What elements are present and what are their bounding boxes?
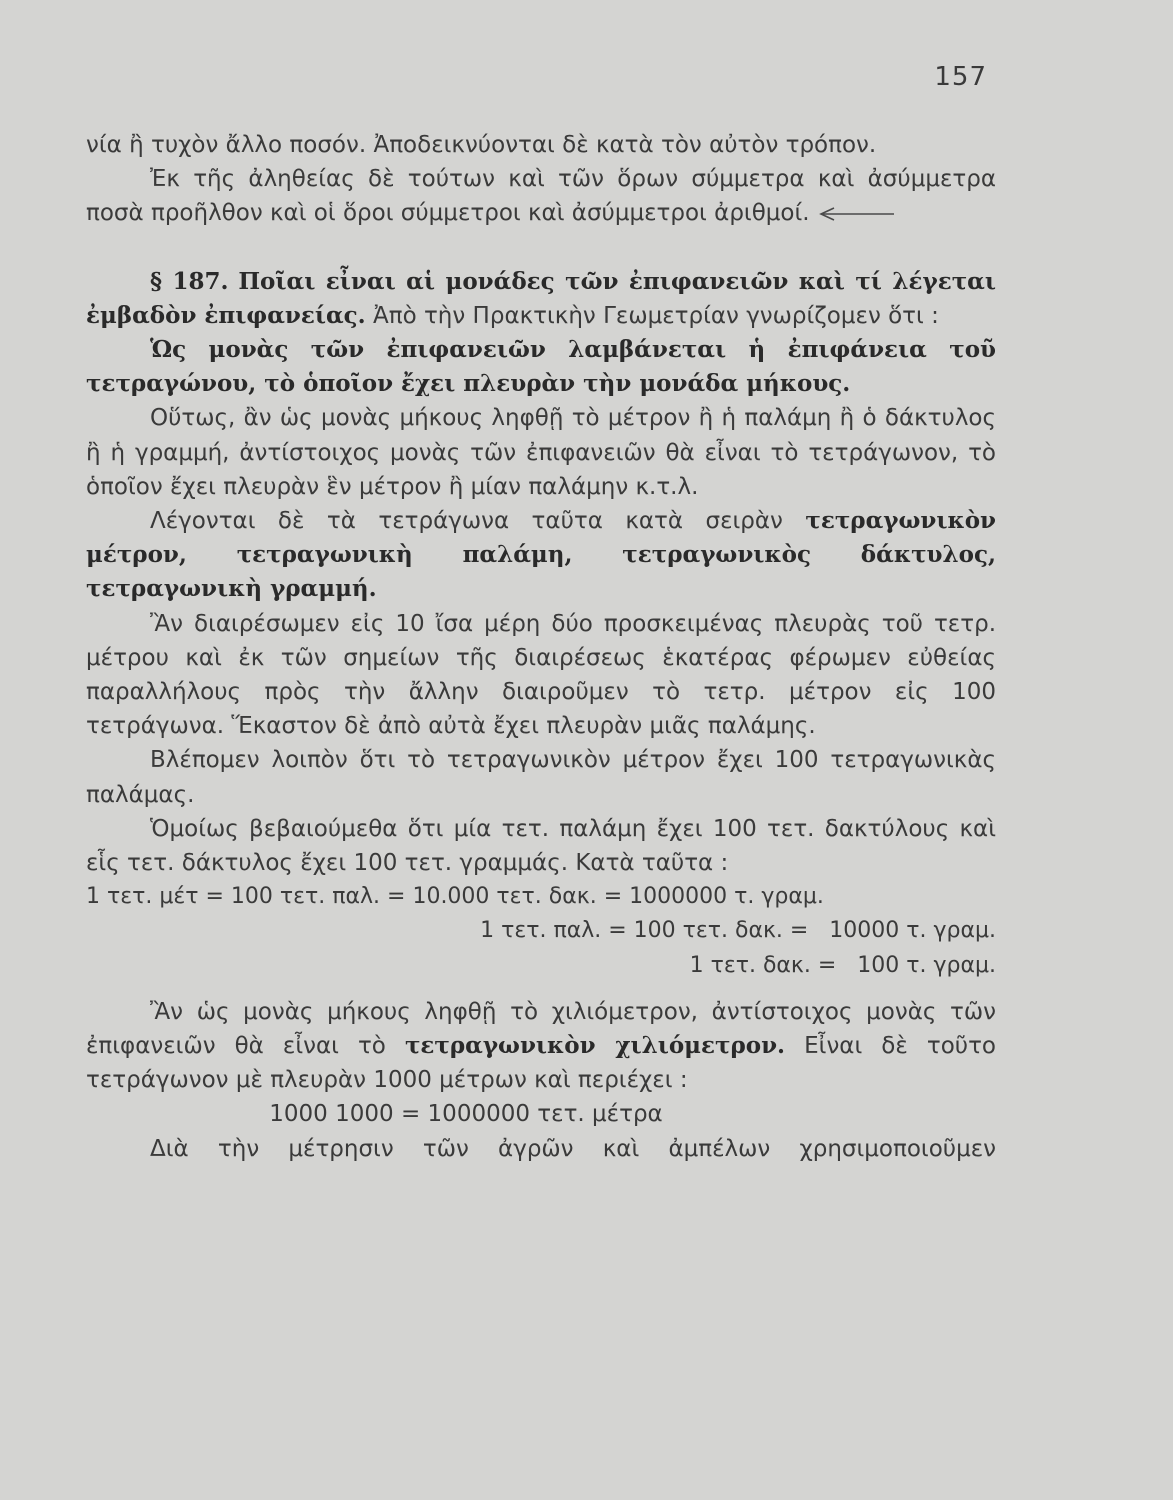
conversion-text: 1 τετ. μέτ = 100 τετ. παλ. = 10.000 τετ. δακ. = 1000000 τ. γραμ. <box>86 884 824 910</box>
paragraph-text: Βλέπομεν λοιπὸν ὅτι τὸ τετραγωνικὸν μέτρον ἔχει 100 τετραγωνικὰς παλάμας. <box>86 747 996 808</box>
paragraph-text: Διὰ τὴν μέτρησιν τῶν ἀγρῶν καὶ ἀμπέλων χρησιμοποιοῦμεν <box>150 1135 996 1162</box>
section-intro: Ἀπὸ τὴν Πρακτικὴν Γεωμετρίαν γνωρίζομεν ὅτι : <box>373 302 939 329</box>
paragraph-conclusion <box>86 743 996 811</box>
paragraph-division <box>86 607 996 744</box>
conversion-line-1 <box>86 880 996 914</box>
km-equation <box>86 1097 996 1131</box>
paragraph-text: Ἂν διαιρέσωμεν εἰς 10 ἴσα μέρη δύο προσκειμένας πλευρὰς τοῦ τετρ. μέτρου καὶ ἐκ τῶν σημείων τῆς διαιρέσεως ἑκατέρας φέρωμεν εὐθείας παραλλήλους πρὸς τὴν ἄλλην διαιροῦμεν τὸ τετρ. μέτρον εἰς 100 τετράγωνα. Ἕκαστον δὲ ἀπὸ αὐτὰ ἔχει πλευρὰν μιᾶς παλάμης. <box>86 610 996 740</box>
page-body <box>86 128 996 1166</box>
paragraph-text: Ὁμοίως βεβαιούμεθα ὅτι μία τετ. παλάμη ἔχει 100 τετ. δακτύλους καὶ εἷς τετ. δάκτυλος ἔχει 100 τετ. γραμμάς. Κατὰ ταῦτα : <box>86 815 996 877</box>
paragraph-text: Εἶναι δὲ τοῦτο τετράγωνον μὲ πλευρὰν 1000 μέτρων καὶ περιέχει : <box>86 1033 996 1094</box>
section-187 <box>86 265 996 333</box>
conversion-text: 1 τετ. παλ. = 100 τετ. δακ. = 10000 τ. γραμ. <box>480 918 996 944</box>
section-number: § 187. <box>150 267 229 295</box>
paragraph-names <box>86 504 996 607</box>
paragraph-text: νία ἢ τυχὸν ἄλλο ποσόν. Ἀποδεικνύονται δὲ κατὰ τὸν αὐτὸν τρόπον. <box>86 132 877 158</box>
section-title: Ποῖαι εἶναι αἱ μονάδες τῶν ἐπιφανειῶν καὶ τί λέγεται ἐμβαδὸν ἐπιφανείας. <box>86 267 996 329</box>
equation-text: 1000 1000 = 1000000 τετ. μέτρα <box>269 1101 663 1128</box>
conversion-line-2 <box>86 914 996 948</box>
paragraph-symmetric <box>86 162 996 230</box>
unit-names: τετραγωνικὸν μέτρον, τετραγωνικὴ παλάμη, τετραγωνικὸς δάκτυλος, τετραγωνικὴ γραμμή. <box>86 507 996 603</box>
paragraph-text: Οὕτως, ἂν ὡς μονὰς μήκους ληφθῇ τὸ μέτρον ἢ ἡ παλάμη ἢ ὁ δάκτυλος ἢ ἡ γραμμή, ἀντίστοιχος μονὰς τῶν ἐπιφανειῶν θὰ εἶναι τὸ τετράγωνον, τὸ ὁποῖον ἔχει πλευρὰν ἓν μέτρον ἢ μίαν παλάμην κ.τ.λ. <box>86 405 996 500</box>
conversion-line-3 <box>86 949 996 983</box>
conversion-table <box>86 880 996 983</box>
paragraph-continuation <box>86 128 996 162</box>
page-number: 157 <box>934 62 987 92</box>
square-kilometer-term: τετραγωνικὸν χιλιόμετρον. <box>404 1032 786 1060</box>
paragraph-examples <box>86 401 996 504</box>
paragraph-text: Ἐκ τῆς ἀληθείας δὲ τούτων καὶ τῶν ὅρων σύμμετρα καὶ ἀσύμμετρα ποσὰ προῆλθον καὶ οἱ ὅροι σύμμετροι καὶ ἀσύμμετροι ἀριθμοί. <box>86 166 996 227</box>
paragraph-text: Ἂν ὡς μονὰς μήκους ληφθῇ τὸ χιλιόμετρον, ἀντίστοιχος μονὰς τῶν ἐπιφανειῶν θὰ εἶναι τὸ <box>86 998 996 1060</box>
paragraph-kilometer <box>86 995 996 1098</box>
paragraph-text: Λέγονται δὲ τὰ τετράγωνα ταῦτα κατὰ σειρὰν <box>150 508 783 535</box>
paragraph-similarly <box>86 812 996 880</box>
conversion-text: 1 τετ. δακ. = 100 τ. γραμ. <box>689 952 996 978</box>
paragraph-fields <box>86 1132 996 1166</box>
rule-statement <box>86 333 996 401</box>
rule-text: Ὡς μονὰς τῶν ἐπιφανειῶν λαμβάνεται ἡ ἐπιφάνεια τοῦ τετραγώνου, τὸ ὁποῖον ἔχει πλευρὰν τὴν μονάδα μήκους. <box>86 336 996 398</box>
spacer <box>86 983 996 995</box>
left-arrow-icon <box>816 207 896 221</box>
